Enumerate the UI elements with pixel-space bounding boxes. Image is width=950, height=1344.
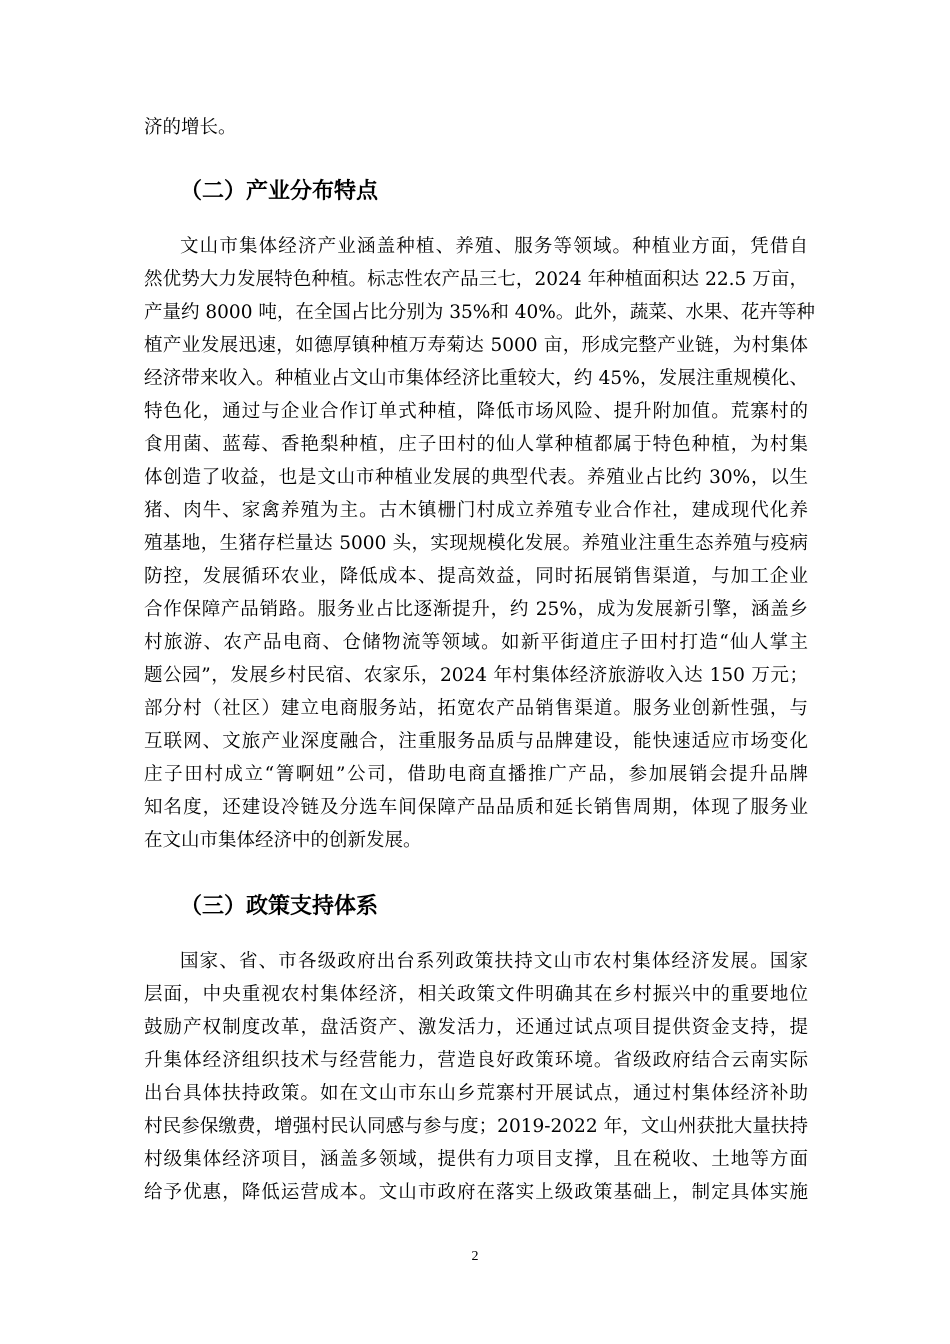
paragraph-line: 知名度，还建设冷链及分选车间保障产品品质和延长销售周期，体现了服务业 xyxy=(144,797,808,818)
paragraph-line: 层面，中央重视农村集体经济，相关政策文件明确其在乡村振兴中的重要地位 xyxy=(144,984,808,1005)
paragraph-line: 植产业发展迅速，如德厚镇种植万寿菊达 5000 亩，形成完整产业链，为村集体 xyxy=(144,335,808,356)
paragraph-line: 庄子田村成立“箐啊妞”公司，借助电商直播推广产品，参加展销会提升品牌 xyxy=(144,764,808,785)
paragraph-line: 出台具体扶持政策。如在文山市东山乡荒寨村开展试点，通过村集体经济补助 xyxy=(144,1083,808,1104)
page-number: 2 xyxy=(471,1249,479,1264)
paragraph-line: 特色化，通过与企业合作订单式种植，降低市场风险、提升附加值。荒寨村的 xyxy=(144,401,808,422)
paragraph-line: 经济带来收入。种植业占文山市集体经济比重较大，约 45%，发展注重规模化、 xyxy=(144,368,808,389)
paragraph-line: 合作保障产品销路。服务业占比逐渐提升，约 25%，成为发展新引擎，涵盖乡 xyxy=(144,599,808,620)
paragraph-line: 互联网、文旅产业深度融合，注重服务品质与品牌建设，能快速适应市场变化 xyxy=(144,731,808,752)
paragraph-line: 国家、省、市各级政府出台系列政策扶持文山市农村集体经济发展。国家 xyxy=(180,951,808,972)
paragraph-line: 猪、肉牛、家禽养殖为主。古木镇栅门村成立养殖专业合作社，建成现代化养 xyxy=(144,500,808,521)
section-heading-industry-distribution: （二）产业分布特点 xyxy=(180,179,379,204)
paragraph-line: 防控，发展循环农业，降低成本、提高效益，同时拓展销售渠道，与加工企业 xyxy=(144,566,808,587)
paragraph-line: 产量约 8000 吨，在全国占比分别为 35%和 40%。此外，蔬菜、水果、花卉等种 xyxy=(144,302,815,323)
paragraph-line: 题公园”，发展乡村民宿、农家乐，2024 年村集体经济旅游收入达 150 万元； xyxy=(144,665,808,686)
section-heading-policy-support: （三）政策支持体系 xyxy=(180,894,379,919)
paragraph-line: 殖基地，生猪存栏量达 5000 头，实现规模化发展。养殖业注重生态养殖与疫病 xyxy=(144,533,808,554)
paragraph-line: 村级集体经济项目，涵盖多领域，提供有力项目支撑，且在税收、土地等方面 xyxy=(144,1149,808,1170)
paragraph-line: 村民参保缴费，增强村民认同感与参与度；2019-2022 年，文山州获批大量扶持 xyxy=(144,1116,808,1137)
paragraph-line: 然优势大力发展特色种植。标志性农产品三七，2024 年种植面积达 22.5 万亩， xyxy=(144,269,808,290)
paragraph-line: 食用菌、蓝莓、香艳梨种植，庄子田村的仙人掌种植都属于特色种植，为村集 xyxy=(144,434,808,455)
paragraph-line: 文山市集体经济产业涵盖种植、养殖、服务等领域。种植业方面，凭借自 xyxy=(180,236,808,257)
paragraph-line: 鼓励产权制度改革，盘活资产、激发活力，还通过试点项目提供资金支持，提 xyxy=(144,1017,808,1038)
paragraph-line: 体创造了收益，也是文山市种植业发展的典型代表。养殖业占比约 30%，以生 xyxy=(144,467,808,488)
paragraph-line: 在文山市集体经济中的创新发展。 xyxy=(144,830,422,851)
paragraph-line: 给予优惠，降低运营成本。文山市政府在落实上级政策基础上，制定具体实施 xyxy=(144,1182,808,1203)
paragraph-line: 部分村（社区）建立电商服务站，拓宽农产品销售渠道。服务业创新性强，与 xyxy=(144,698,808,719)
paragraph-line: 升集体经济组织技术与经营能力，营造良好政策环境。省级政府结合云南实际 xyxy=(144,1050,808,1071)
paragraph-line: 村旅游、农产品电商、仓储物流等领域。如新平街道庄子田村打造“仙人掌主 xyxy=(144,632,808,653)
paragraph-line: 济的增长。 xyxy=(144,117,237,138)
